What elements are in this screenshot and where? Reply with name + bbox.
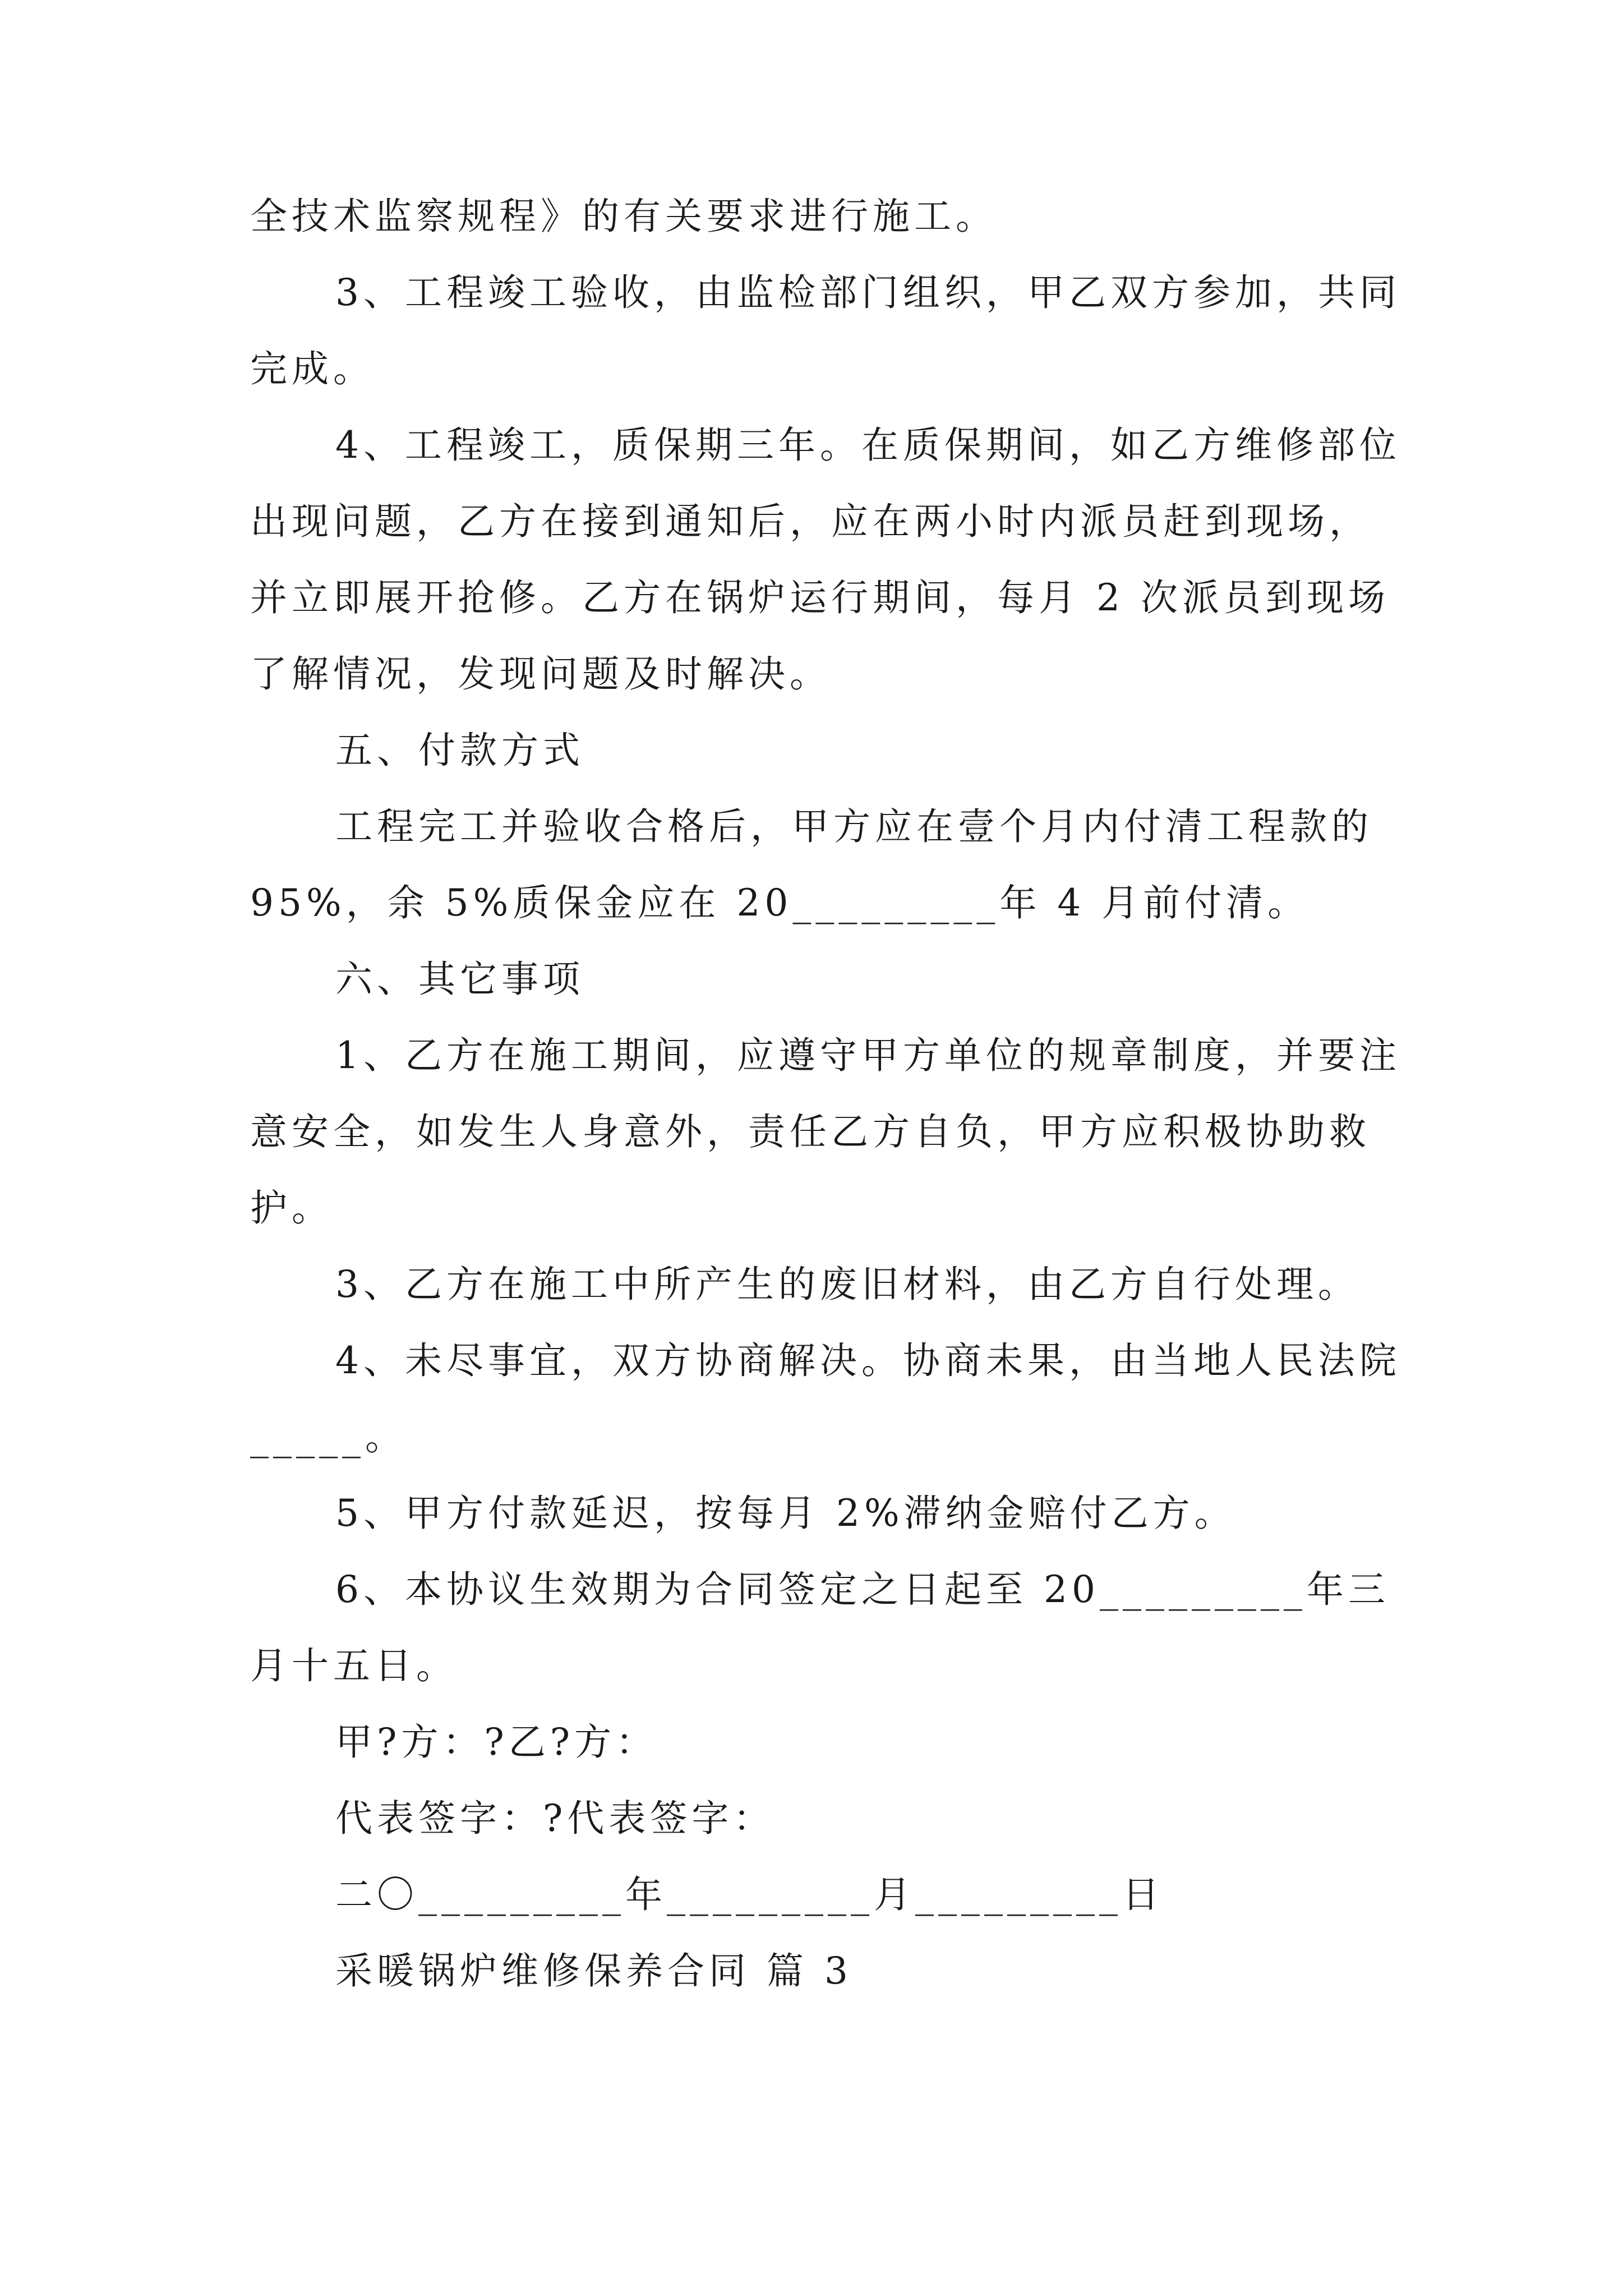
next-contract-title: 采暖锅炉维修保养合同 篇 3 [335,1949,852,1993]
section-heading-payment: 五、付款方式 [335,729,584,772]
paragraph-clause-3-acceptance: 3、工程竣工验收，由监检部门组织，甲乙双方参加，共同完成。 [250,271,1401,390]
section-heading-other-matters: 六、其它事项 [335,958,584,1001]
paragraph-other-4-disputes: 4、未尽事宜，双方协商解决。协商未果，由当地人民法院_____。 [250,1339,1401,1458]
paragraph-other-1-safety: 1、乙方在施工期间，应遵守甲方单位的规章制度，并要注意安全，如发生人身意外，责任乙方自负，甲方应积极协助救护。 [250,1034,1401,1230]
paragraph-other-5-late-fee: 5、甲方付款延迟，按每月 2%滞纳金赔付乙方。 [335,1492,1236,1535]
signature-parties: 甲?方：?乙?方： [335,1720,658,1764]
signature-representatives: 代表签字：?代表签字： [335,1797,775,1840]
paragraph-continuation: 全技术监察规程》的有关要求进行施工。 [250,195,997,238]
document-body [250,178,1405,2009]
signature-date: 二〇_________年_________月_________日 [335,1873,1164,1916]
paragraph-other-6-term: 6、本协议生效期为合同签定之日起至 20_________年三月十五日。 [250,1568,1390,1687]
paragraph-payment-terms: 工程完工并验收合格后，甲方应在壹个月内付清工程款的 95%，余 5%质保金应在 20_________年 4 月前付清。 [250,805,1389,924]
paragraph-clause-4-warranty: 4、工程竣工，质保期三年。在质保期间，如乙方维修部位出现问题，乙方在接到通知后，应在两小时内派员赶到现场，并立即展开抢修。乙方在锅炉运行期间，每月 2 次派员到现场了解情况，发现问题及时解决。 [250,424,1401,696]
paragraph-other-3-waste: 3、乙方在施工中所产生的废旧材料，由乙方自行处理。 [335,1263,1359,1306]
